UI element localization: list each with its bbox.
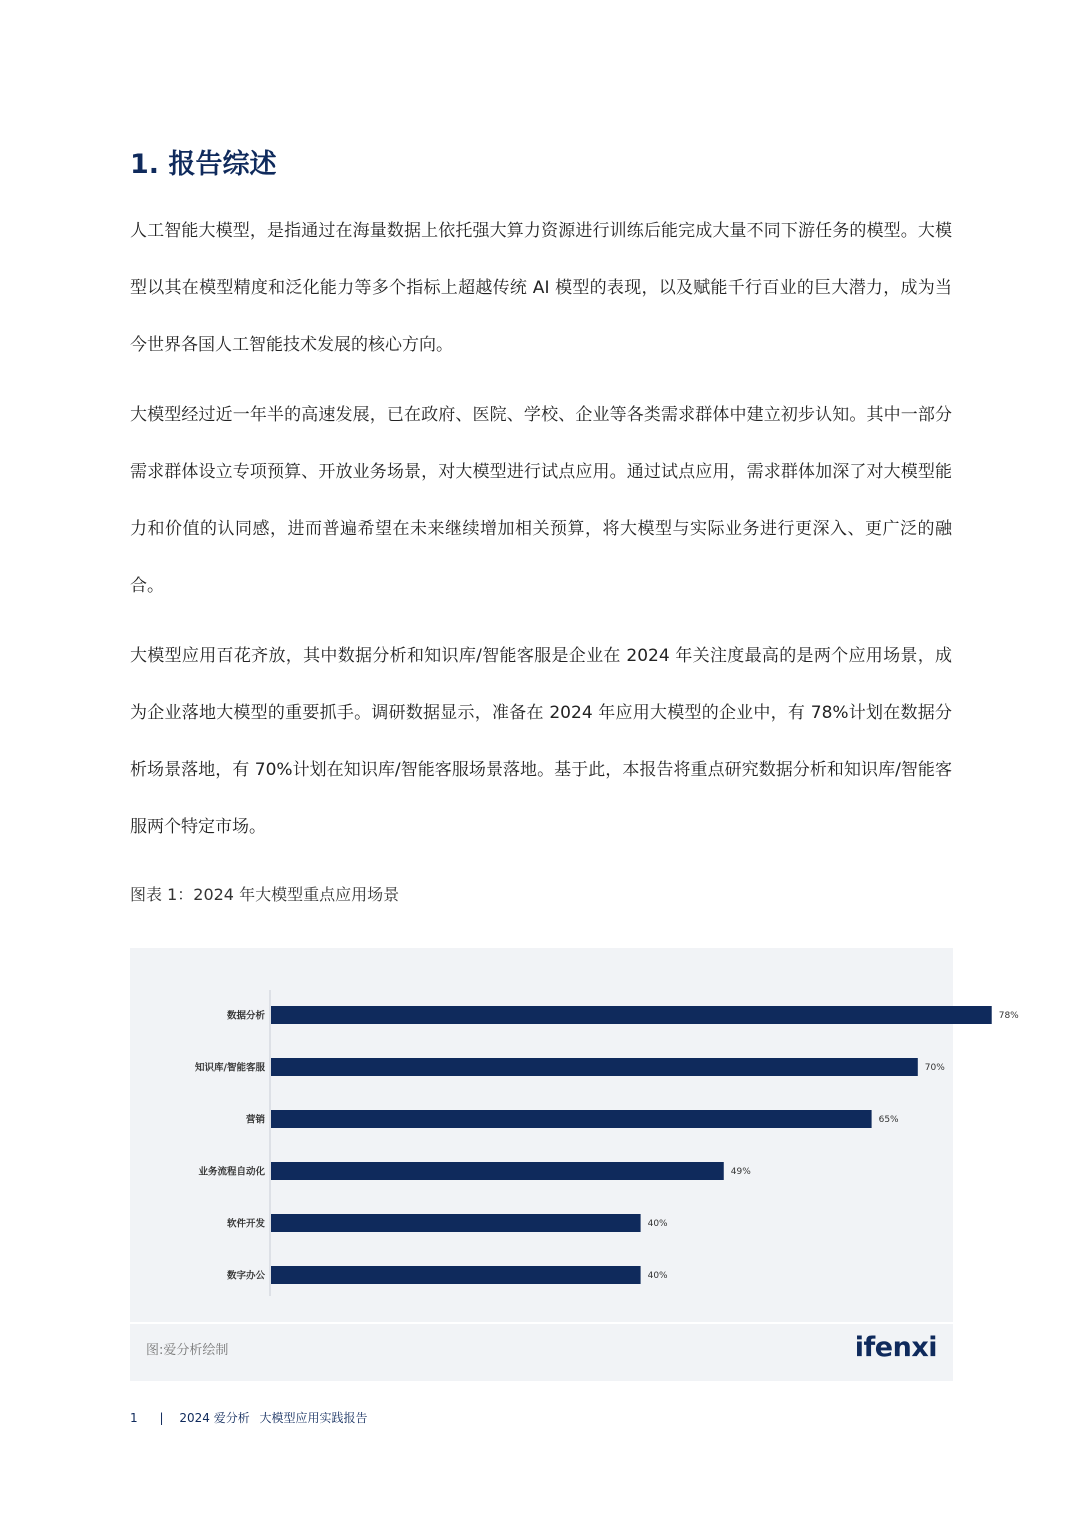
category-label: 数据分析 <box>226 1010 265 1022</box>
page-number: 1 <box>130 1411 138 1425</box>
bar <box>271 1006 992 1024</box>
paragraph-scenarios: 大模型应用百花齐放，其中数据分析和知识库/智能客服是企业在 2024 年关注度最高的是两个应用场景，成为企业落地大模型的重要抓手。调研数据显示，准备在 2024 年应用大模型的企业中，有 78%计划在数据分析场景落地，有 70%计划在知识库/智能客服场景落地。基于此，本报告将重点研究数据分析和知识库/智能客服两个特定市场。 <box>130 646 952 837</box>
figure-divider <box>130 1322 953 1324</box>
value-label: 70% <box>924 1063 945 1073</box>
footer-separator: | <box>159 1411 164 1425</box>
value-label: 40% <box>647 1219 668 1229</box>
bar <box>271 1214 641 1232</box>
footer-report-title: 大模型应用实践报告 <box>259 1411 368 1425</box>
bar <box>271 1266 641 1284</box>
paragraph-development: 大模型经过近一年半的高速发展，已在政府、医院、学校、企业等各类需求群体中建立初步认知。其中一部分需求群体设立专项预算、开放业务场景，对大模型进行试点应用。通过试点应用，需求群体加深了对大模型能力和价值的认同感，进而普遍希望在未来继续增加相关预算，将大模型与实际业务进行更深入、更广泛的融合。 <box>130 405 952 596</box>
bar <box>271 1162 724 1180</box>
figure-caption: 图表 1：2024 年大模型重点应用场景 <box>130 885 400 904</box>
category-label: 软件开发 <box>226 1218 265 1230</box>
figure-source-note: 图:爱分析绘制 <box>146 1343 229 1358</box>
category-label: 营销 <box>245 1114 265 1126</box>
bar-chart <box>130 948 1019 1320</box>
page-footer <box>130 1409 374 1426</box>
footer-year-org: 2024 爱分析 <box>179 1411 250 1425</box>
ifenxi-logo: ifenxi <box>854 1332 937 1363</box>
category-label: 业务流程自动化 <box>198 1166 265 1178</box>
bar <box>271 1110 872 1128</box>
bar <box>271 1058 918 1076</box>
value-label: 49% <box>730 1167 751 1177</box>
section-title: 1. 报告综述 <box>130 149 277 180</box>
value-label: 40% <box>647 1271 668 1281</box>
paragraph-intro: 人工智能大模型，是指通过在海量数据上依托强大算力资源进行训练后能完成大量不同下游任务的模型。大模型以其在模型精度和泛化能力等多个指标上超越传统 AI 模型的表现，以及赋能千行百业的巨大潜力，成为当今世界各国人工智能技术发展的核心方向。 <box>130 221 952 355</box>
category-label: 知识库/智能客服 <box>195 1062 265 1074</box>
value-label: 78% <box>998 1011 1019 1021</box>
category-label: 数字办公 <box>226 1270 265 1282</box>
value-label: 65% <box>878 1115 899 1125</box>
chart-figure <box>130 948 1019 1381</box>
